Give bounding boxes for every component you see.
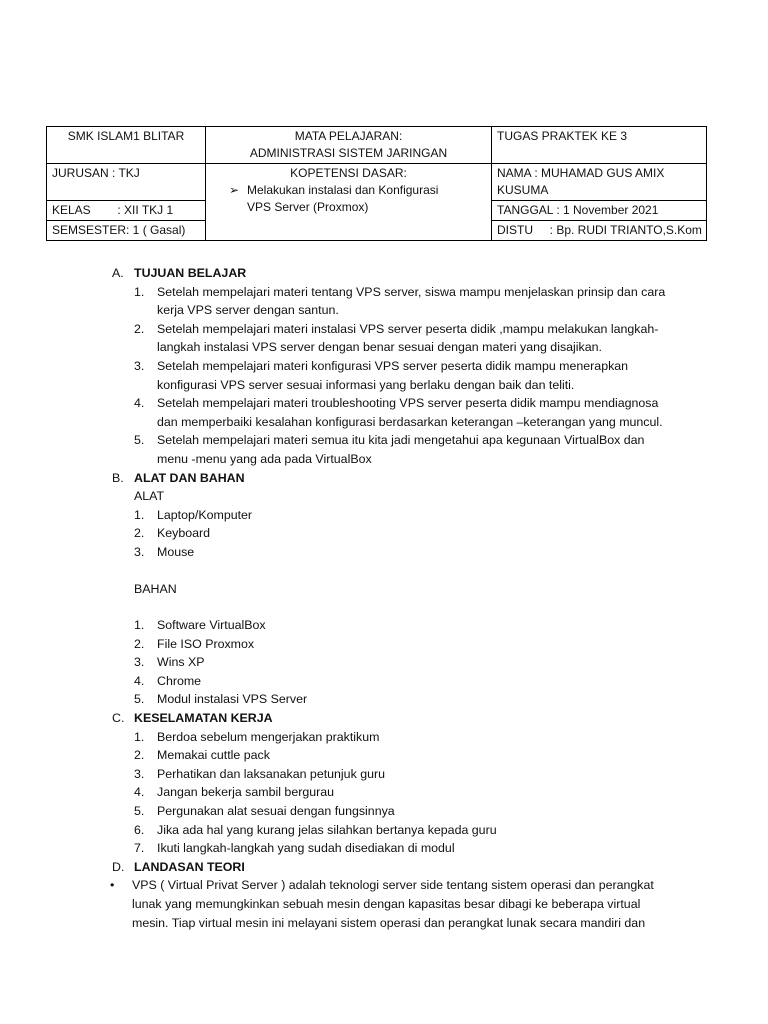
task-title: TUGAS PRAKTEK KE 3 — [497, 129, 628, 143]
list-line: Setelah mempelajari materi tentang VPS server, siswa mampu menjelaskan prinsip dan cara — [157, 284, 666, 299]
list-item — [112, 839, 682, 858]
semester-cell — [47, 221, 206, 241]
list-number: 1. — [134, 284, 145, 299]
list-item — [112, 431, 682, 468]
list-item — [112, 394, 682, 431]
list-item — [112, 802, 682, 821]
bahan-label: BAHAN — [134, 581, 177, 596]
list-item — [112, 672, 682, 691]
list-text: Jika ada hal yang kurang jelas silahkan bertanya kepada guru — [157, 822, 497, 837]
list-text: Ikuti langkah-langkah yang sudah disediakan di modul — [157, 841, 455, 856]
list-item — [112, 783, 682, 802]
section-c-heading — [112, 709, 682, 728]
list-number: 5. — [134, 804, 145, 819]
list-number: 1. — [134, 729, 145, 744]
jurusan-cell — [47, 164, 206, 201]
section-title: TUJUAN BELAJAR — [134, 266, 247, 280]
list-item — [112, 821, 682, 840]
list-text: Laptop/Komputer — [157, 507, 253, 522]
spacer — [112, 598, 682, 616]
kelas-text: KELAS : XII TKJ 1 — [52, 203, 174, 217]
subject-label: MATA PELAJARAN: — [294, 129, 403, 143]
document-body — [112, 264, 682, 932]
theory-line: mesin. Tiap virtual mesin ini melayani sistem operasi dan perangkat lunak secara mandiri dan — [132, 915, 646, 930]
kelas-cell — [47, 201, 206, 221]
bullet-icon: • — [110, 878, 115, 893]
nama-cell — [492, 164, 707, 201]
list-number: 6. — [134, 822, 145, 837]
distu-text: DISTU : Bp. RUDI TRIANTO,S.Kom — [497, 223, 702, 237]
section-title: LANDASAN TEORI — [134, 859, 245, 874]
arrow-bullet-icon: ➢ — [229, 183, 240, 197]
theory-line: lunak yang memungkinkan sebuah mesin dengan kapasitas besar dibagi ke beberapa virtual — [132, 897, 641, 911]
section-b-heading — [112, 469, 682, 488]
list-text: Keyboard — [157, 526, 211, 541]
list-item — [112, 616, 682, 635]
list-item — [112, 524, 682, 543]
list-line: menu -menu yang ada pada VirtualBox — [157, 451, 372, 466]
kompetensi-item — [229, 182, 486, 216]
section-d-heading — [112, 858, 682, 877]
list-number: 2. — [134, 748, 145, 763]
school-cell — [47, 127, 206, 164]
list-text: Memakai cuttle pack — [157, 748, 270, 763]
list-text: Pergunakan alat sesuai dengan fungsinnya — [157, 804, 395, 819]
objectives-list — [112, 283, 682, 469]
theory-line: VPS ( Virtual Privat Server ) adalah teknologi server side tentang sistem operasi dan perangkat — [132, 878, 654, 893]
subject-cell — [206, 127, 492, 164]
tanggal-cell — [492, 201, 707, 221]
section-title: ALAT DAN BAHAN — [134, 470, 245, 485]
task-cell — [492, 127, 707, 164]
list-line: Setelah mempelajari materi semua itu kita jadi mengetahui apa kegunaan VirtualBox dan — [157, 433, 645, 448]
list-number: 5. — [134, 433, 145, 448]
theory-block — [110, 876, 658, 932]
list-text: Chrome — [157, 673, 202, 688]
list-line: Setelah mempelajari materi instalasi VPS server peserta didik ,mampu melakukan langkah- — [157, 321, 659, 336]
list-number: 3. — [134, 358, 145, 373]
list-item — [112, 635, 682, 654]
list-item — [112, 653, 682, 672]
bahan-list — [112, 616, 682, 709]
spacer — [112, 562, 682, 580]
list-number: 1. — [134, 507, 145, 522]
distu-cell — [492, 221, 707, 241]
list-text: Berdoa sebelum mengerjakan praktikum — [157, 729, 380, 744]
list-number: 7. — [134, 841, 145, 856]
list-line: konfigurasi VPS server sesuai informasi yang berlaku dengan baik dan teliti. — [157, 377, 575, 392]
list-number: 4. — [134, 673, 145, 688]
section-a-heading — [112, 264, 682, 283]
list-item — [112, 506, 682, 525]
nama-text: NAMA : MUHAMAD GUS AMIX KUSUMA — [497, 166, 665, 197]
list-number: 2. — [134, 636, 145, 651]
semester-text: SEMSESTER: 1 ( Gasal) — [52, 223, 186, 237]
list-text: Wins XP — [157, 655, 205, 670]
kompetensi-line-1: Melakukan instalasi dan Konfigurasi — [247, 183, 439, 197]
kompetensi-line-2: VPS Server (Proxmox) — [247, 200, 369, 214]
list-text: Software VirtualBox — [157, 618, 266, 633]
safety-list — [112, 728, 682, 858]
list-number: 1. — [134, 618, 145, 633]
list-number: 2. — [134, 526, 145, 541]
list-item — [112, 320, 682, 357]
list-text: Jangan bekerja sambil bergurau — [157, 785, 335, 800]
list-line: langkah instalasi VPS server dengan benar sesuai dengan materi yang disajikan. — [157, 340, 602, 355]
list-text: Perhatikan dan laksanakan petunjuk guru — [157, 766, 386, 781]
list-line: dan memperbaiki kesalahan konfigurasi berdasarkan keterangan –keterangan yang muncul. — [157, 414, 663, 429]
list-text: File ISO Proxmox — [157, 636, 255, 651]
list-line: Setelah mempelajari materi troubleshooting VPS server peserta didik mampu mendiagnosa — [157, 396, 659, 411]
list-item — [112, 543, 682, 562]
list-number: 3. — [134, 544, 145, 559]
list-item — [112, 765, 682, 784]
list-number: 4. — [134, 785, 145, 800]
list-number: 2. — [134, 321, 145, 336]
kompetensi-label: KOPETENSI DASAR: — [290, 166, 407, 180]
list-item — [112, 728, 682, 747]
tanggal-text: TANGGAL : 1 November 2021 — [497, 203, 659, 217]
header-table — [46, 126, 707, 241]
section-letter: D. — [112, 859, 125, 874]
list-text: Mouse — [157, 544, 195, 559]
alat-label: ALAT — [134, 489, 165, 504]
list-number: 3. — [134, 655, 145, 670]
list-item — [112, 746, 682, 765]
jurusan-text: JURUSAN : TKJ — [52, 166, 140, 180]
list-item — [112, 283, 682, 320]
list-text: Modul instalasi VPS Server — [157, 692, 308, 707]
section-letter: C. — [112, 711, 125, 726]
list-number: 3. — [134, 766, 145, 781]
alat-list — [112, 506, 682, 562]
section-title: KESELAMATAN KERJA — [134, 711, 273, 726]
list-line: Setelah mempelajari materi konfigurasi VPS server peserta didik mampu menerapkan — [157, 358, 629, 373]
list-number: 5. — [134, 692, 145, 707]
section-letter: A. — [112, 266, 124, 280]
theory-paragraph — [110, 876, 658, 932]
list-line: kerja VPS server dengan santun. — [157, 303, 339, 318]
list-number: 4. — [134, 396, 145, 411]
subject-name: ADMINISTRASI SISTEM JARINGAN — [249, 146, 448, 160]
school-name: SMK ISLAM1 BLITAR — [67, 129, 185, 143]
kompetensi-cell — [206, 164, 492, 241]
list-item — [112, 690, 682, 709]
section-letter: B. — [112, 470, 124, 485]
list-item — [112, 357, 682, 394]
